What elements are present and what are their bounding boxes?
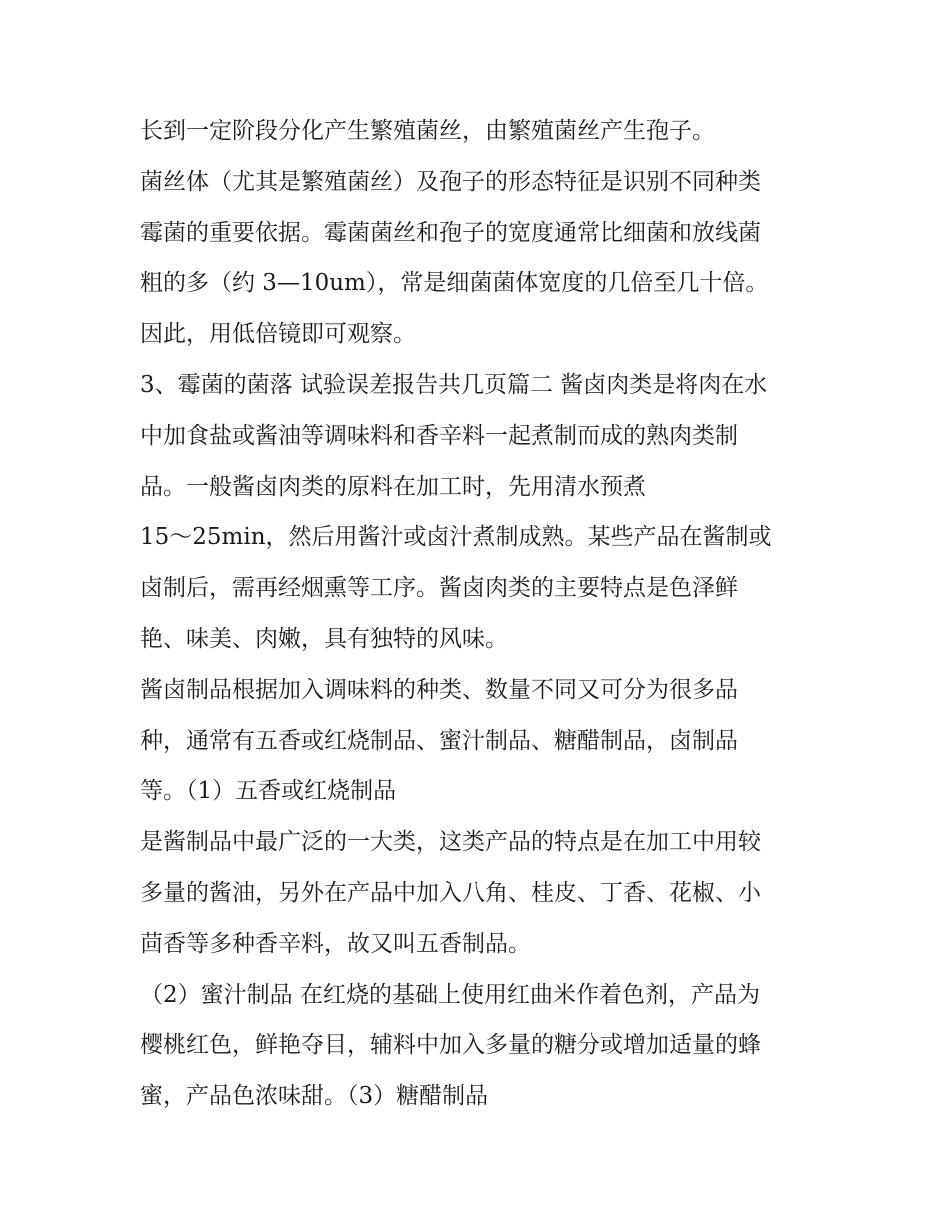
text-line: 蜜，产品色浓味甜。（3）糖醋制品 [140,1083,489,1110]
text-line: 品。一般酱卤肉类的原料在加工时，先用清水预煮 [140,473,646,500]
text-line: 多量的酱油，另外在产品中加入八角、桂皮、丁香、花椒、小 [140,879,761,906]
text-line: 是酱制品中最广泛的一大类，这类产品的特点是在加工中用较 [140,829,761,856]
text-line: 15～25min，然后用酱汁或卤汁煮制成熟。某些产品在酱制或 [140,524,772,551]
text-line: 霉菌的重要依据。霉菌菌丝和孢子的宽度通常比细菌和放线菌 [140,219,761,246]
text-line: 樱桃红色，鲜艳夺目，辅料中加入多量的糖分或增加适量的蜂 [140,1032,761,1059]
text-line: 菌丝体（尤其是繁殖菌丝）及孢子的形态特征是识别不同种类 [140,168,761,195]
text-line: 卤制后，需再经烟熏等工序。酱卤肉类的主要特点是色泽鲜 [140,575,738,602]
text-line: 等。（1）五香或红烧制品 [140,778,397,805]
text-line: 茴香等多种香辛料，故又叫五香制品。 [140,930,531,957]
text-line: 3、霉菌的菌落 试验误差报告共几页篇二 酱卤肉类是将肉在水 [140,371,768,398]
text-line: 粗的多（约 3—10um），常是细菌菌体宽度的几倍至几十倍。 [140,270,769,297]
text-line: 酱卤制品根据加入调味料的种类、数量不同又可分为很多品 [140,676,738,703]
text-line: （2）蜜汁制品 在红烧的基础上使用红曲米作着色剂，产品为 [140,981,760,1008]
document-body [140,106,830,1122]
text-line: 艳、味美、肉嫩，具有独特的风味。 [140,625,508,652]
text-line: 中加食盐或酱油等调味料和香辛料一起煮制而成的熟肉类制 [140,422,738,449]
text-line: 种，通常有五香或红烧制品、蜜汁制品、糖醋制品，卤制品 [140,727,738,754]
text-line: 长到一定阶段分化产生繁殖菌丝，由繁殖菌丝产生孢子。 [140,118,715,144]
text-line: 因此，用低倍镜即可观察。 [140,321,416,348]
